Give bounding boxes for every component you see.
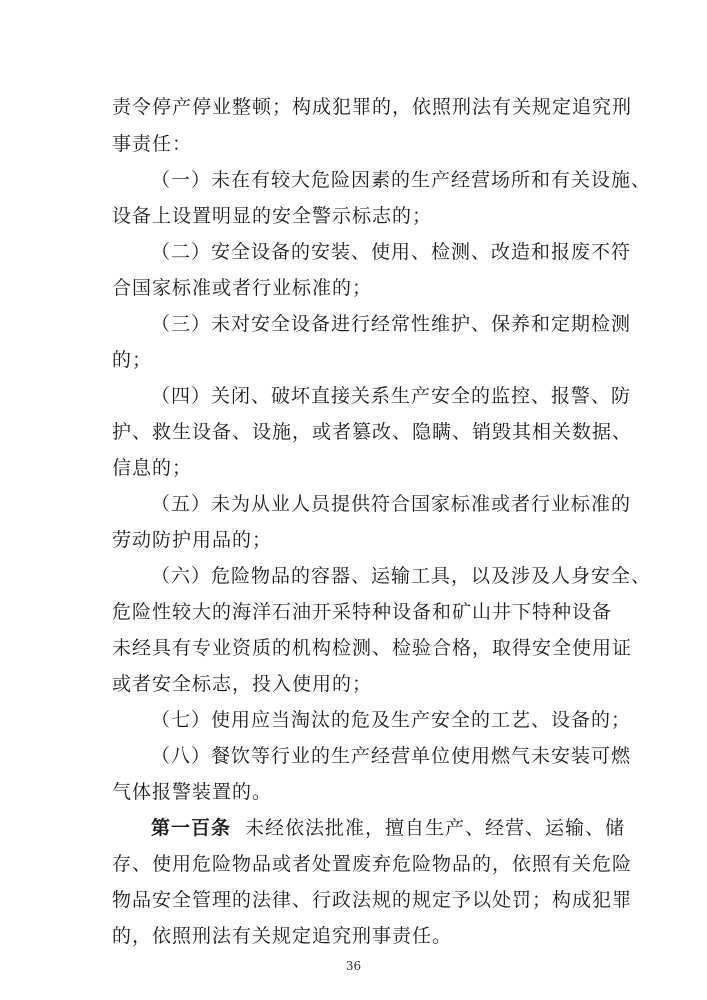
text-line: 责令停产停业整顿；构成犯罪的，依照刑法有关规定追究刑 xyxy=(112,96,633,118)
text-line: 护、救生设备、设施，或者篡改、隐瞒、销毁其相关数据、 xyxy=(112,421,633,443)
text-line: 的； xyxy=(112,349,153,371)
text-line: 危险性较大的海洋石油开采特种设备和矿山井下特种设备 xyxy=(112,601,613,623)
article-heading: 第一百条 xyxy=(151,817,232,839)
list-item-4: （四）关闭、破坏直接关系生产安全的监控、报警、防 xyxy=(151,385,632,407)
text-line: 信息的； xyxy=(112,457,193,479)
page-number: 36 xyxy=(345,959,362,973)
text-line: 未经具有专业资质的机构检测、检验合格，取得安全使用证 xyxy=(112,637,633,659)
article-line: 存、使用危险物品或者处置废弃危险物品的，依照有关危险 xyxy=(112,853,633,875)
article-line: 物品安全管理的法律、行政法规的规定予以处罚；构成犯罪 xyxy=(112,889,633,911)
article-first-line xyxy=(0,811,707,845)
list-item-8: （八）餐饮等行业的生产经营单位使用燃气未安装可燃 xyxy=(151,745,632,767)
text-line: 劳动防护用品的； xyxy=(112,529,273,551)
list-item-7: （七）使用应当淘汰的危及生产安全的工艺、设备的； xyxy=(151,709,632,731)
list-item-2: （二）安全设备的安装、使用、检测、改造和报废不符 xyxy=(151,241,632,263)
text-line: 气体报警装置的。 xyxy=(112,781,273,803)
article-text: 未经依法批准，擅自生产、经营、运输、储 xyxy=(245,817,626,839)
text-line: 或者安全标志，投入使用的； xyxy=(112,673,373,695)
text-line: 合国家标准或者行业标准的； xyxy=(112,277,373,299)
list-item-3: （三）未对安全设备进行经常性维护、保养和定期检测 xyxy=(151,313,632,335)
article-line: 的，依照刑法有关规定追究刑事责任。 xyxy=(112,925,453,947)
list-item-1: （一）未在有较大危险因素的生产经营场所和有关设施、 xyxy=(151,169,652,191)
text-line: 事责任： xyxy=(112,133,193,155)
list-item-5: （五）未为从业人员提供符合国家标准或者行业标准的 xyxy=(151,493,632,515)
text-line: 设备上设置明显的安全警示标志的； xyxy=(112,205,433,227)
list-item-6: （六）危险物品的容器、运输工具，以及涉及人身安全、 xyxy=(151,565,652,587)
